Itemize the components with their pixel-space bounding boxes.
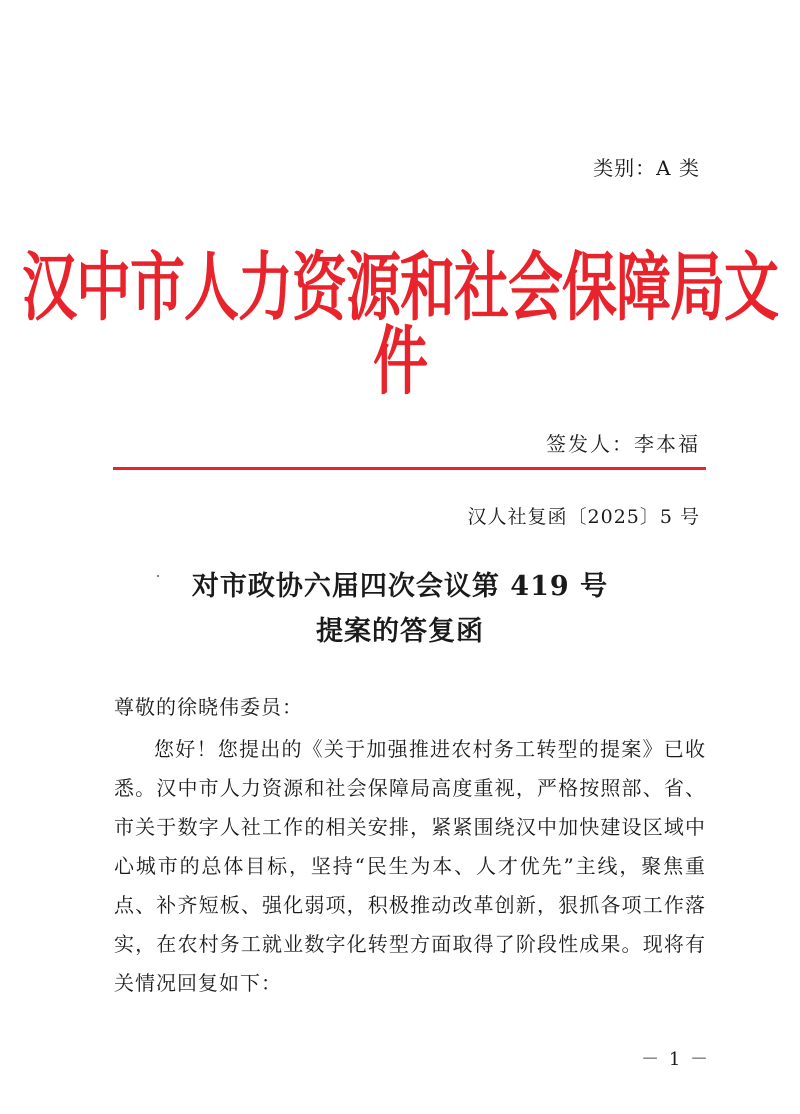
document-title xyxy=(0,564,800,654)
document-number: 汉人社复函〔2025〕5 号 xyxy=(467,506,700,528)
letter-body xyxy=(114,688,706,1003)
body-paragraph: 您好！您提出的《关于加强推进农村务工转型的提案》已收悉。汉中市人力资源和社会保障局高度重视，严格按照部、省、市关于数字人社工作的相关安排，紧紧围绕汉中加快建设区域中心城市的总体目标，坚持“民生为本、人才优先”主线，聚焦重点、补齐短板、强化弱项，积极推动改革创新，狠抓各项工作落实，在农村务工就业数字化转型方面取得了阶段性成果。现将有关情况回复如下： xyxy=(114,737,706,995)
title-line-1: 对市政协六届四次会议第 419 号 xyxy=(191,571,609,602)
banner-text: 汉中市人力资源和社会保障局文件 xyxy=(21,244,778,405)
signatory-line: 签发人：李本福 xyxy=(546,432,700,456)
category-label: 类别：A 类 xyxy=(593,156,700,180)
issuing-authority-banner xyxy=(0,244,800,405)
red-divider-line xyxy=(113,467,706,470)
title-line-2: 提案的答复函 xyxy=(316,616,484,647)
salutation: 尊敬的徐晓伟委员： xyxy=(114,695,303,719)
page-number: － 1 － xyxy=(641,1049,710,1070)
